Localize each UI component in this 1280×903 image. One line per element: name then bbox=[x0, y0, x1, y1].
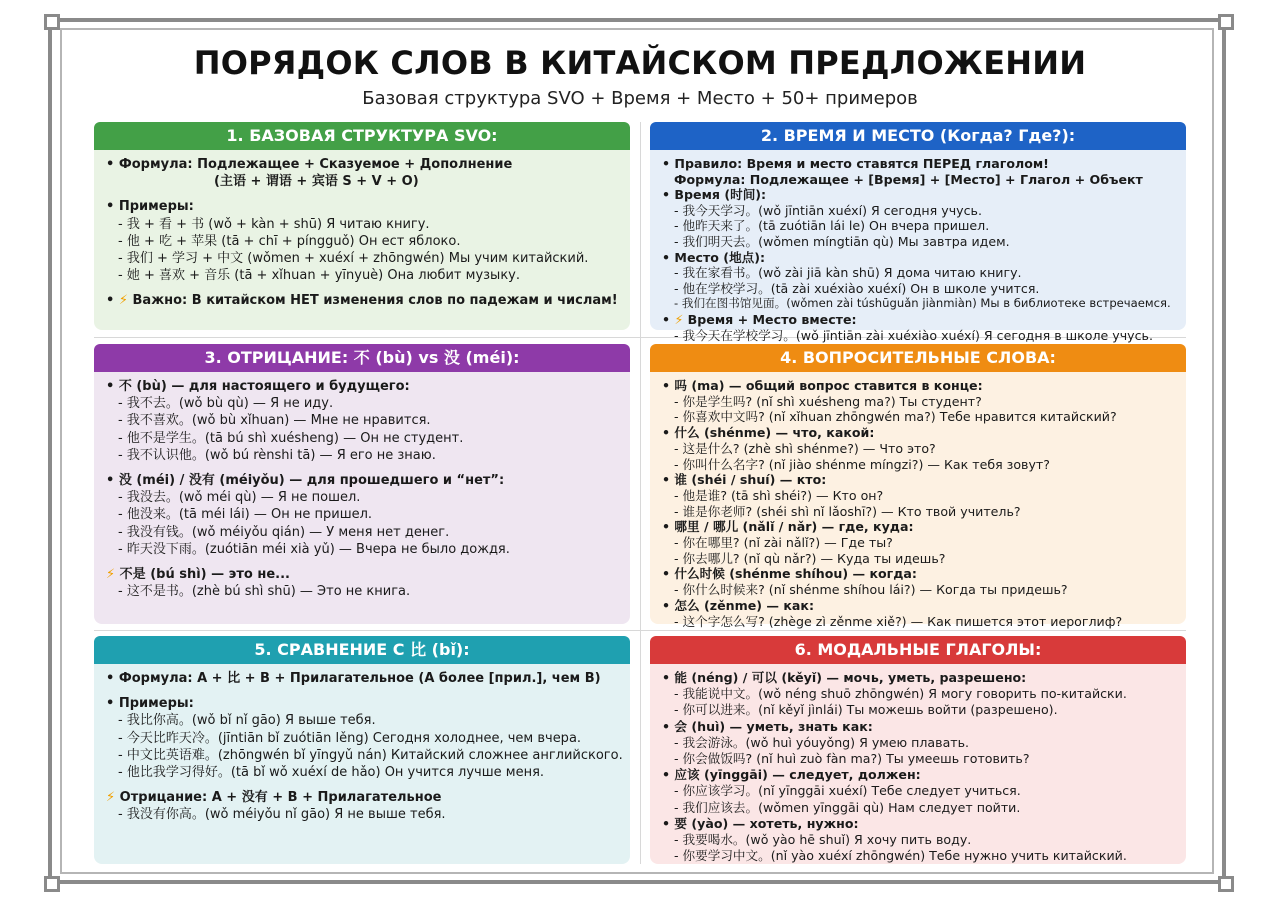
panel-question-words bbox=[650, 344, 1186, 629]
group-label: • 能 (néng) / 可以 (kěyǐ) — мочь, уметь, разрешено: bbox=[662, 670, 1027, 685]
panel-title: 6. МОДАЛЬНЫЕ ГЛАГОЛЫ: bbox=[650, 636, 1186, 664]
example-line: - 中文比英语难。(zhōngwén bǐ yīngyǔ nán) Китайский сложнее английского. bbox=[118, 747, 623, 763]
panel-modal-verbs bbox=[650, 636, 1186, 864]
example-line: - 你在哪里? (nǐ zài nǎlǐ?) — Где ты? bbox=[674, 535, 893, 551]
panel-body bbox=[650, 150, 1186, 343]
group-label: • 什么 (shénme) — что, какой: bbox=[662, 425, 875, 441]
panel-body bbox=[94, 150, 630, 310]
example-line: - 他比我学习得好。(tā bǐ wǒ xuéxí de hǎo) Он учится лучше меня. bbox=[118, 765, 545, 781]
frame-corner bbox=[1218, 876, 1234, 892]
panel-basic-structure bbox=[94, 122, 630, 330]
grid-divider bbox=[640, 122, 641, 864]
panel-title: 5. СРАВНЕНИЕ С 比 (bǐ): bbox=[94, 636, 630, 664]
example-line: - 他 + 吃 + 苹果 (tā + chī + píngguǒ) Он ест яблоко. bbox=[118, 233, 461, 249]
formula-line: Формула: Подлежащее + [Время] + [Место] + Глагол + Объект bbox=[674, 171, 1143, 187]
example-line: - 我没去。(wǒ méi qù) — Я не пошел. bbox=[118, 490, 361, 506]
panel-title: 2. ВРЕМЯ И МЕСТО (Когда? Где?): bbox=[650, 122, 1186, 150]
example-line: - 他没来。(tā méi lái) — Он не пришел. bbox=[118, 507, 373, 523]
example-line: - 我今天学习。(wǒ jīntiān xuéxí) Я сегодня учусь. bbox=[674, 202, 982, 218]
example-line: - 我们应该去。(wǒmen yīnggāi qù) Нам следует пойти. bbox=[674, 799, 1021, 815]
example-line: - 我在家看书。(wǒ zài jiā kàn shū) Я дома читаю книгу. bbox=[674, 265, 1022, 281]
example-line: - 我 + 看 + 书 (wǒ + kàn + shū) Я читаю книгу. bbox=[118, 216, 430, 232]
example-line: - 你去哪儿? (nǐ qù nǎr?) — Куда ты идешь? bbox=[674, 550, 946, 566]
group-label: • 要 (yào) — хотеть, нужно: bbox=[662, 815, 859, 831]
example-line: - 这不是书。(zhè bú shì shū) — Это не книга. bbox=[118, 584, 411, 600]
panel-negation bbox=[94, 344, 630, 624]
group-label: • 吗 (ma) — общий вопрос ставится в конце: bbox=[662, 378, 983, 393]
group-label: • 哪里 / 哪儿 (nǎlǐ / nǎr) — где, куда: bbox=[662, 519, 914, 535]
example-line: - 你叫什么名字? (nǐ jiào shénme míngzi?) — Как тебя зовут? bbox=[674, 456, 1050, 472]
panel-comparison bbox=[94, 636, 630, 864]
panel-title: 1. БАЗОВАЯ СТРУКТУРА SVO: bbox=[94, 122, 630, 150]
page-title: ПОРЯДОК СЛОВ В КИТАЙСКОМ ПРЕДЛОЖЕНИИ bbox=[193, 44, 1087, 82]
example-line: - 我能说中文。(wǒ néng shuō zhōngwén) Я могу говорить по-китайски. bbox=[674, 686, 1127, 702]
lightning-icon: ⚡ bbox=[118, 293, 128, 309]
frame-corner bbox=[1218, 14, 1234, 30]
example-line: - 我要喝水。(wǒ yào hē shuǐ) Я хочу пить воду. bbox=[674, 832, 972, 848]
group-label: • 什么时候 (shénme shíhou) — когда: bbox=[662, 566, 917, 582]
frame-corner bbox=[44, 876, 60, 892]
example-line: - 你应该学习。(nǐ yīnggāi xuéxí) Тебе следует учиться. bbox=[674, 783, 1021, 799]
example-line: - 你可以进来。(nǐ kěyǐ jìnlái) Ты можешь войти (разрешено). bbox=[674, 702, 1058, 718]
example-line: - 我会游泳。(wǒ huì yóuyǒng) Я умею плавать. bbox=[674, 734, 970, 750]
example-line: - 我没有你高。(wǒ méiyǒu nǐ gāo) Я не выше тебя. bbox=[118, 807, 446, 823]
grid-divider bbox=[94, 630, 1186, 631]
group-label: • 应该 (yīnggāi) — следует, должен: bbox=[662, 767, 921, 783]
example-line: - 谁是你老师? (shéi shì nǐ lǎoshī?) — Кто твой учитель? bbox=[674, 503, 1021, 519]
example-line: - 我比你高。(wǒ bǐ nǐ gāo) Я выше тебя. bbox=[118, 713, 376, 729]
group-label: • 会 (huì) — уметь, знать как: bbox=[662, 718, 873, 734]
panel-title: 4. ВОПРОСИТЕЛЬНЫЕ СЛОВА: bbox=[650, 344, 1186, 372]
panel-body bbox=[94, 664, 630, 824]
example-line: - 今天比昨天冷。(jīntiān bǐ zuótiān lěng) Сегодня холоднее, чем вчера. bbox=[118, 730, 582, 746]
formula-line: • Формула: Подлежащее + Сказуемое + Дополнение bbox=[106, 157, 513, 172]
example-line: - 我不认识他。(wǒ bú rènshi tā) — Я его не знаю. bbox=[118, 447, 436, 463]
place-label: • Место (地点): bbox=[662, 249, 766, 265]
formula-chinese: (主语 + 谓语 + 宾语 S + V + O) bbox=[214, 174, 419, 190]
panel-title: 3. ОТРИЦАНИЕ: 不 (bù) vs 没 (méi): bbox=[94, 344, 630, 372]
examples-label: • Примеры: bbox=[106, 696, 194, 712]
bushi-label: ⚡ 不是 (bú shì) — это не... bbox=[106, 567, 290, 583]
example-line: - 昨天没下雨。(zuótiān méi xià yǔ) — Вчера не было дождя. bbox=[118, 541, 510, 557]
lightning-icon: ⚡ bbox=[106, 790, 116, 806]
example-line: - 我没有钱。(wǒ méiyǒu qián) — У меня нет денег. bbox=[118, 524, 450, 540]
example-line: - 我们在图书馆见面。(wǒmen zài túshūguǎn jiànmiàn) Мы в библиотеке встречаемся. bbox=[674, 296, 1171, 311]
example-line: - 她 + 喜欢 + 音乐 (tā + xǐhuan + yīnyuè) Она любит музыку. bbox=[118, 268, 520, 284]
negation-label: ⚡ Отрицание: A + 没有 + B + Прилагательное bbox=[106, 790, 442, 806]
panel-body bbox=[94, 372, 630, 600]
example-line: - 我今天在学校学习。(wǒ jīntiān zài xuéxiào xuéxí) Я сегодня в школе учусь. bbox=[674, 327, 1153, 343]
frame-corner bbox=[44, 14, 60, 30]
example-line: - 你要学习中文。(nǐ yào xuéxí zhōngwén) Тебе нужно учить китайский. bbox=[674, 848, 1127, 864]
example-line: - 我们 + 学习 + 中文 (wǒmen + xuéxí + zhōngwén) Мы учим китайский. bbox=[118, 251, 589, 267]
example-line: - 我们明天去。(wǒmen míngtiān qù) Мы завтра идем. bbox=[674, 233, 1010, 249]
example-line: - 他是谁? (tā shì shéi?) — Кто он? bbox=[674, 487, 884, 503]
lightning-icon: ⚡ bbox=[674, 311, 684, 327]
page-subtitle: Базовая структура SVO + Время + Место + 50+ примеров bbox=[362, 88, 918, 109]
formula-line: • Формула: A + 比 + B + Прилагательное (А более [прил.], чем B) bbox=[106, 671, 601, 686]
note-line: • ⚡ Важно: В китайском НЕТ изменения слов по падежам и числам! bbox=[106, 293, 618, 309]
panel-body bbox=[650, 372, 1186, 629]
rule-line: • Правило: Время и место ставятся ПЕРЕД глаголом! bbox=[662, 156, 1049, 171]
example-line: - 他昨天来了。(tā zuótiān lái le) Он вчера пришел. bbox=[674, 218, 990, 234]
example-line: - 我不喜欢。(wǒ bù xǐhuan) — Мне не нравится. bbox=[118, 413, 431, 429]
example-line: - 你会做饭吗? (nǐ huì zuò fàn ma?) Ты умеешь готовить? bbox=[674, 751, 1030, 767]
example-line: - 我不去。(wǒ bù qù) — Я не иду. bbox=[118, 396, 334, 412]
group-label: • 怎么 (zěnme) — как: bbox=[662, 597, 815, 613]
panel-time-place bbox=[650, 122, 1186, 343]
example-line: - 他在学校学习。(tā zài xuéxiào xuéxí) Он в школе учится. bbox=[674, 280, 1040, 296]
panel-body bbox=[650, 664, 1186, 864]
example-line: - 你是学生吗? (nǐ shì xuésheng ma?) Ты студент? bbox=[674, 393, 982, 409]
lightning-icon: ⚡ bbox=[106, 567, 116, 583]
example-line: - 你什么时候来? (nǐ shénme shíhou lái?) — Когда ты придешь? bbox=[674, 582, 1068, 598]
bu-label: • 不 (bù) — для настоящего и будущего: bbox=[106, 379, 410, 394]
example-line: - 这个字怎么写? (zhège zì zěnme xiě?) — Как пишется этот иероглиф? bbox=[674, 613, 1123, 629]
examples-label: • Примеры: bbox=[106, 199, 194, 215]
example-line: - 这是什么? (zhè shì shénme?) — Что это? bbox=[674, 440, 936, 456]
example-line: - 他不是学生。(tā bú shì xuésheng) — Он не студент. bbox=[118, 430, 464, 446]
time-label: • Время (时间): bbox=[662, 187, 767, 203]
group-label: • 谁 (shéi / shuí) — кто: bbox=[662, 472, 827, 488]
mei-label: • 没 (méi) / 没有 (méiyǒu) — для прошедшего и “нет”: bbox=[106, 473, 505, 489]
combined-label: • ⚡ Время + Место вместе: bbox=[662, 311, 857, 327]
example-line: - 你喜欢中文吗? (nǐ xǐhuan zhōngwén ma?) Тебе нравится китайский? bbox=[674, 409, 1117, 425]
